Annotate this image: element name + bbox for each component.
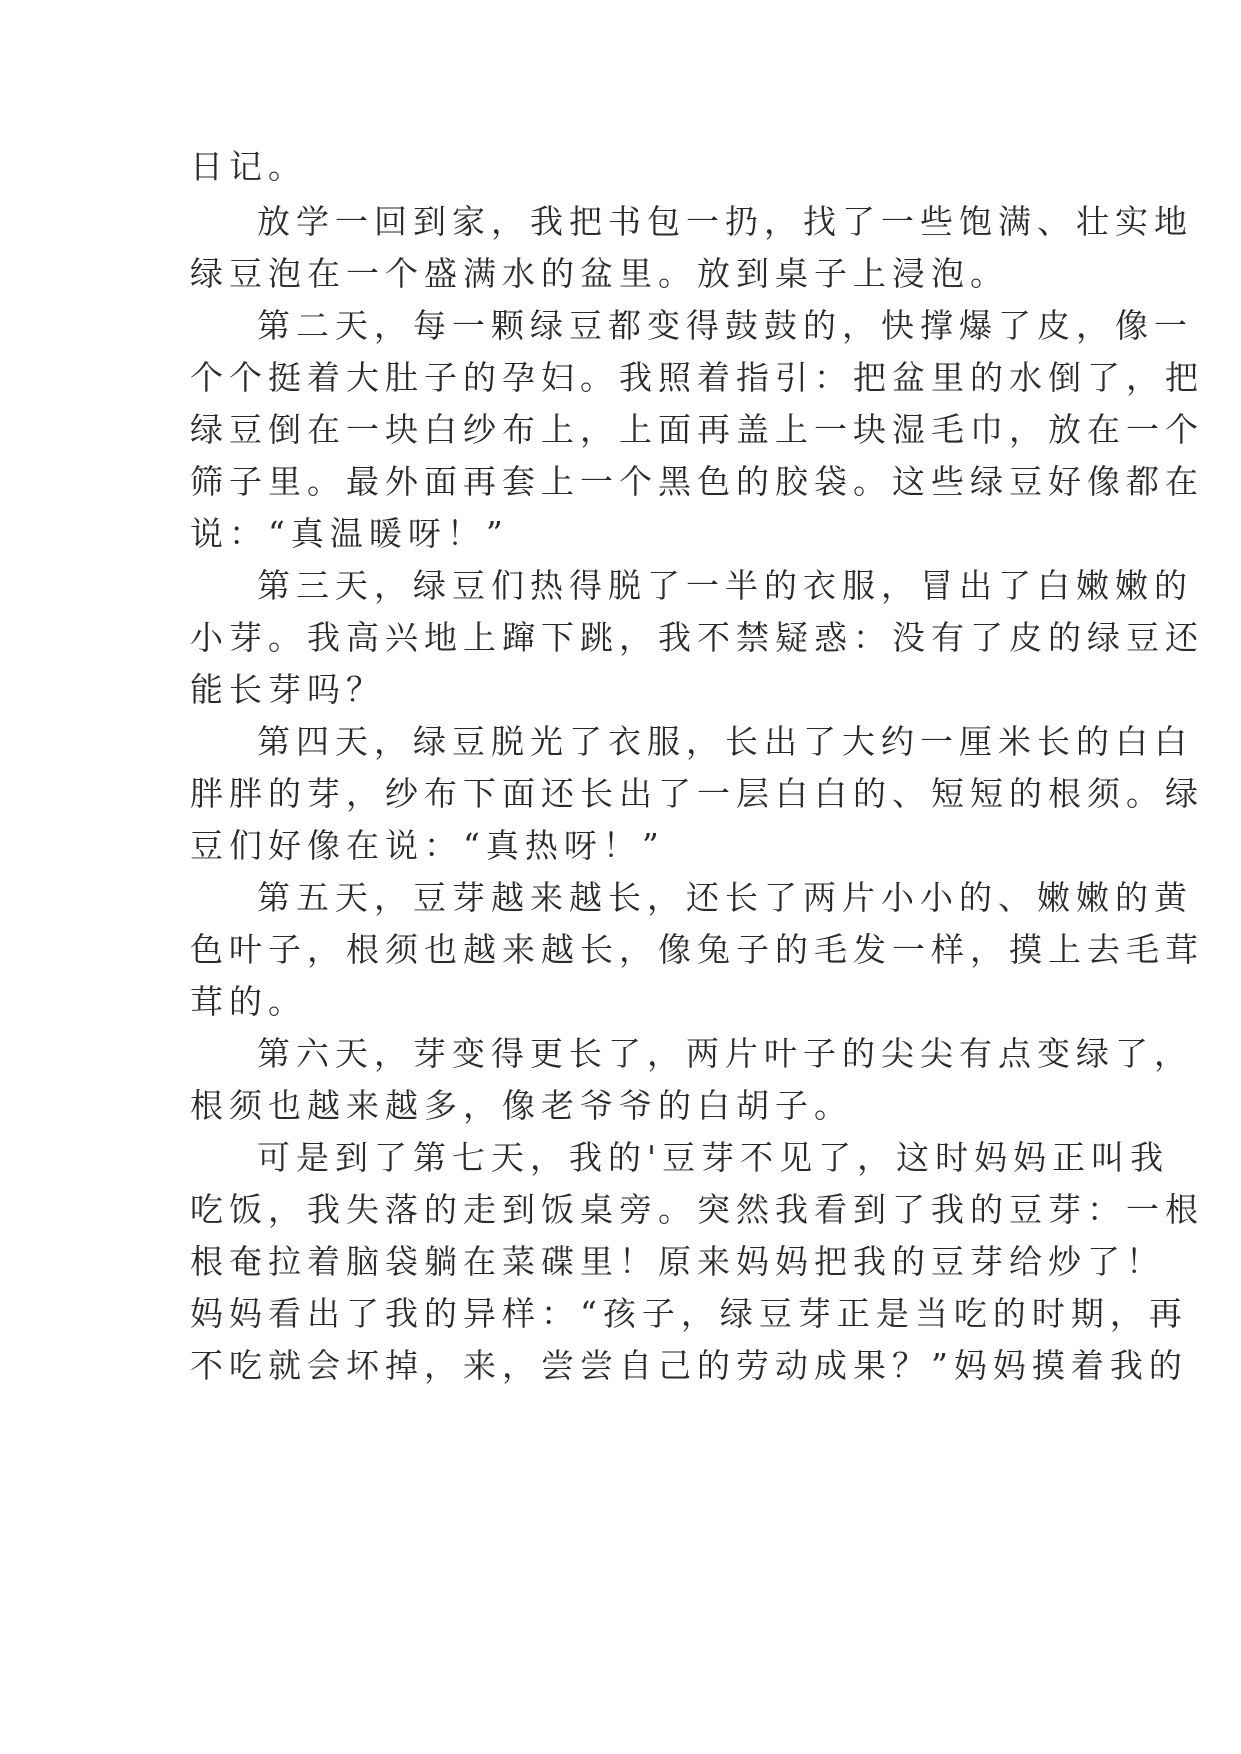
- text-line: 第三天，绿豆们热得脱了一半的衣服，冒出了白嫩嫩的: [257, 566, 1193, 605]
- text-line: 放学一回到家，我把书包一扔，找了一些饱满、壮实地: [257, 202, 1193, 241]
- text-line: 个个挺着大肚子的孕妇。我照着指引：把盆里的水倒了，把: [190, 358, 1204, 397]
- text-line: 第六天，芽变得更长了，两片叶子的尖尖有点变绿了，: [257, 1034, 1193, 1073]
- text-line: 胖胖的芽，纱布下面还长出了一层白白的、短短的根须。绿: [190, 774, 1204, 813]
- text-line: 日记。: [190, 147, 307, 186]
- text-line: 妈妈看出了我的异样：“孩子，绿豆芽正是当吃的时期，再: [190, 1294, 1188, 1333]
- text-line: 小芽。我高兴地上蹿下跳，我不禁疑惑：没有了皮的绿豆还: [190, 618, 1204, 657]
- text-line: 绿豆倒在一块白纱布上，上面再盖上一块湿毛巾，放在一个: [190, 410, 1204, 449]
- text-line: 第四天，绿豆脱光了衣服，长出了大约一厘米长的白白: [257, 722, 1193, 761]
- text-line: 能长芽吗？: [190, 670, 385, 709]
- text-line: 茸的。: [190, 982, 307, 1021]
- text-line: 筛子里。最外面再套上一个黑色的胶袋。这些绿豆好像都在: [190, 462, 1204, 501]
- text-line: 豆们好像在说：“真热呀！”: [190, 826, 665, 865]
- text-line: 色叶子，根须也越来越长，像兔子的毛发一样，摸上去毛茸: [190, 930, 1204, 969]
- text-line: 第五天，豆芽越来越长，还长了两片小小的、嫩嫩的黄: [257, 878, 1193, 917]
- text-line: 绿豆泡在一个盛满水的盆里。放到桌子上浸泡。: [190, 254, 1009, 293]
- text-line: 说：“真温暖呀！”: [190, 514, 509, 553]
- text-line: 不吃就会坏掉，来，尝尝自己的劳动成果？”妈妈摸着我的: [190, 1346, 1188, 1385]
- text-line: 第二天，每一颗绿豆都变得鼓鼓的，快撑爆了皮，像一: [257, 306, 1193, 345]
- text-line: 根奄拉着脑袋躺在菜碟里！原来妈妈把我的豆芽给炒了！: [190, 1242, 1165, 1281]
- text-line: 根须也越来越多，像老爷爷的白胡子。: [190, 1086, 853, 1125]
- text-line: 可是到了第七天，我的'豆芽不见了，这时妈妈正叫我: [257, 1138, 1170, 1177]
- text-line: 吃饭，我失落的走到饭桌旁。突然我看到了我的豆芽：一根: [190, 1190, 1204, 1229]
